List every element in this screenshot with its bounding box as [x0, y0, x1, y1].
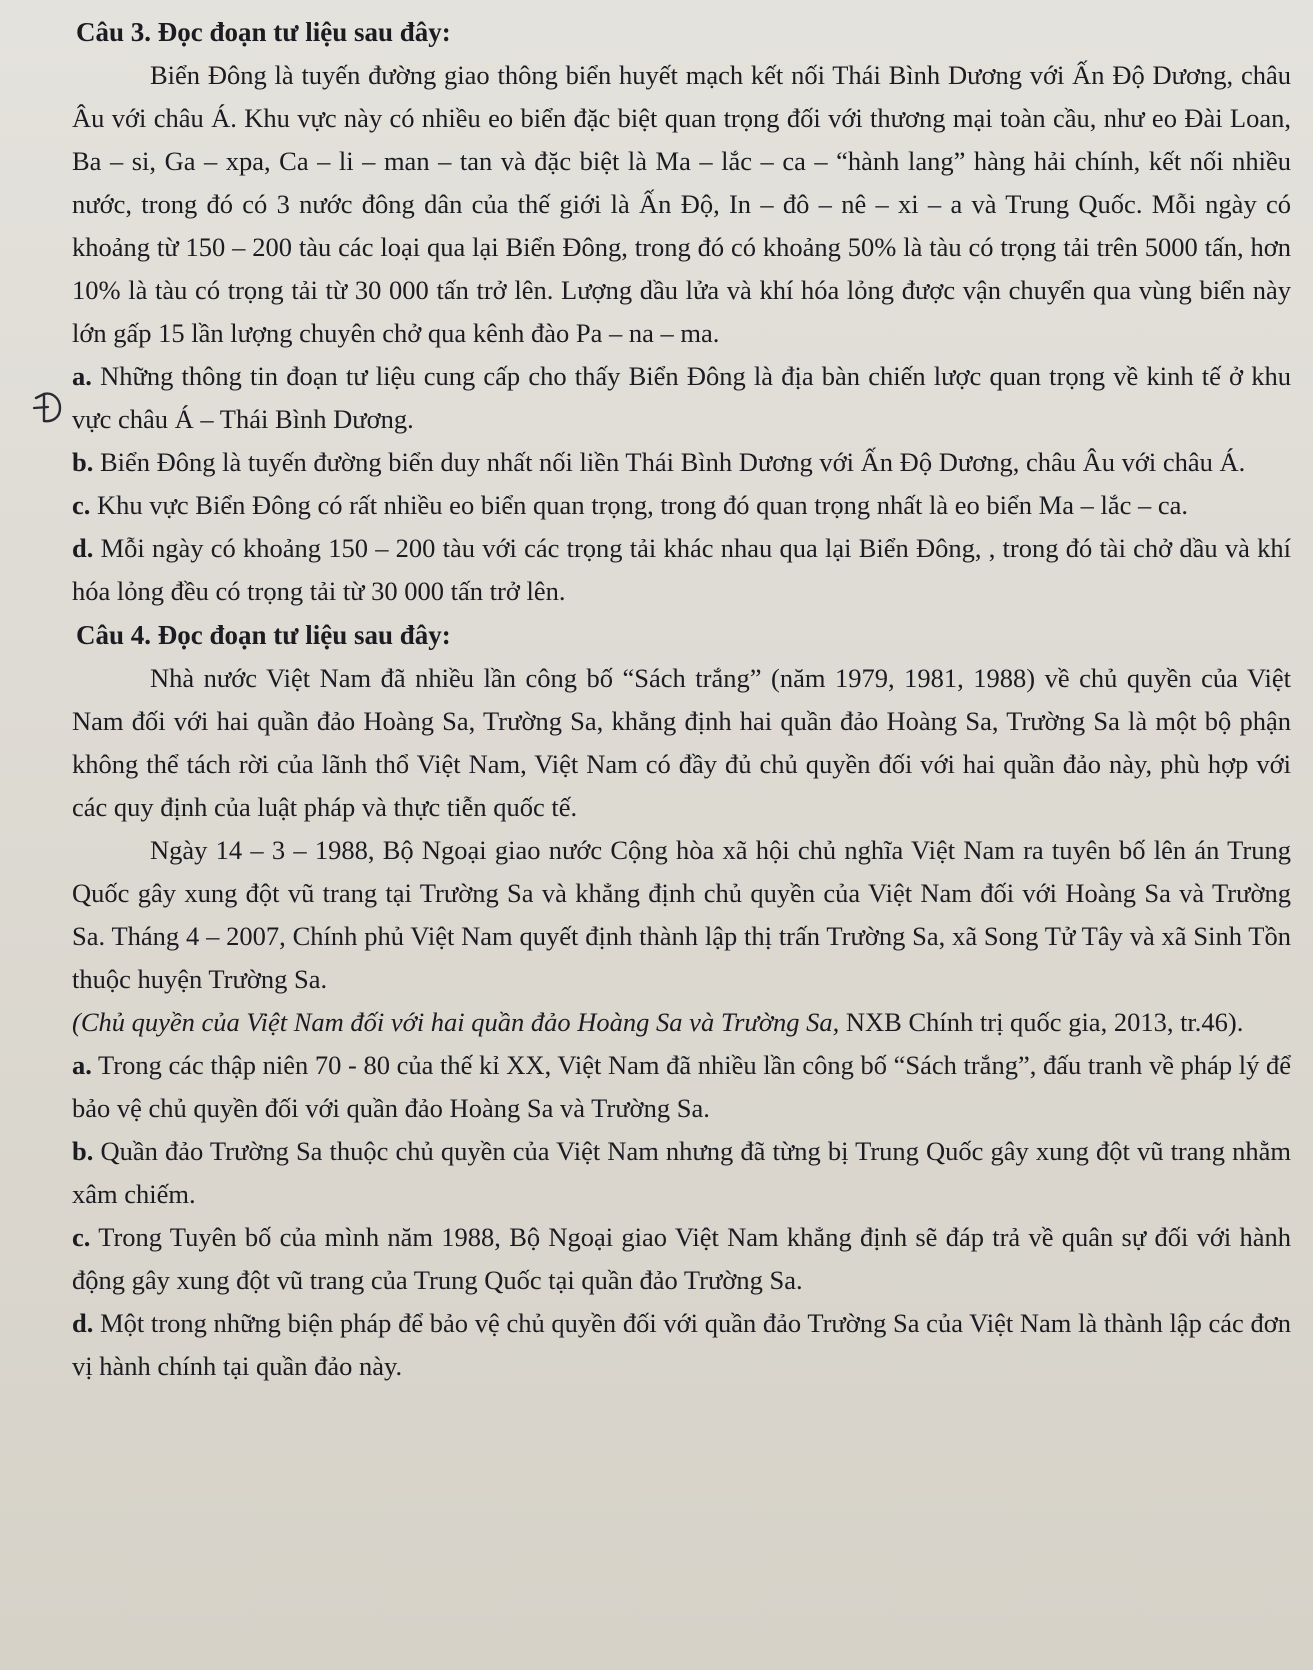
handwritten-mark-icon [30, 388, 70, 428]
question-4-title: Câu 4. Đọc đoạn tư liệu sau đây: [76, 620, 451, 650]
citation-source: NXB Chính trị quốc gia, 2013, tr.46). [839, 1007, 1244, 1037]
option-text: Quần đảo Trường Sa thuộc chủ quyền của Việt Nam nhưng đã từng bị Trung Quốc gây xung đột vũ trang nhằm xâm chiếm. [72, 1136, 1291, 1209]
option-letter: a. [72, 1050, 92, 1080]
question-3-option-c [72, 484, 1291, 527]
question-4-passage-1: Nhà nước Việt Nam đã nhiều lần công bố “Sách trắng” (năm 1979, 1981, 1988) về chủ quyền của Việt Nam đối với hai quần đảo Hoàng Sa, Trường Sa, khẳng định hai quần đảo Hoàng Sa, Trường Sa là một bộ phận không thể tách rời của lãnh thổ Việt Nam, Việt Nam có đầy đủ chủ quyền đối với hai quần đảo này, phù hợp với các quy định của luật pháp và thực tiễn quốc tế. [72, 663, 1291, 822]
question-3-option-d [72, 527, 1291, 613]
citation-title: (Chủ quyền của Việt Nam đối với hai quần đảo Hoàng Sa và Trường Sa, [72, 1007, 840, 1037]
option-letter: a. [72, 361, 92, 391]
question-4-passage-2: Ngày 14 – 3 – 1988, Bộ Ngoại giao nước Cộng hòa xã hội chủ nghĩa Việt Nam ra tuyên bố lên án Trung Quốc gây xung đột vũ trang tại Trường Sa và khẳng định chủ quyền của Việt Nam đối với Hoàng Sa và Trường Sa. Tháng 4 – 2007, Chính phủ Việt Nam quyết định thành lập thị trấn Trường Sa, xã Song Tử Tây và xã Sinh Tồn thuộc huyện Trường Sa. [72, 835, 1291, 994]
question-3-option-a [72, 355, 1291, 441]
option-text: Một trong những biện pháp để bảo vệ chủ quyền đối với quần đảo Trường Sa của Việt Nam là thành lập các đơn vị hành chính tại quần đảo này. [72, 1308, 1291, 1381]
option-letter: c. [72, 490, 91, 520]
question-4-option-c [72, 1216, 1291, 1302]
option-text: Mỗi ngày có khoảng 150 – 200 tàu với các trọng tải khác nhau qua lại Biển Đông, , trong đó tài chở dầu và khí hóa lỏng đều có trọng tải từ 30 000 tấn trở lên. [72, 533, 1292, 606]
option-text: Biển Đông là tuyến đường biển duy nhất nối liền Thái Bình Dương với Ấn Độ Dương, châu Âu với châu Á. [100, 447, 1246, 477]
option-text: Trong các thập niên 70 - 80 của thế kỉ XX, Việt Nam đã nhiều lần công bố “Sách trắng”, đấu tranh về pháp lý để bảo vệ chủ quyền đối với quần đảo Hoàng Sa và Trường Sa. [72, 1050, 1291, 1123]
question-4-citation [72, 1001, 1291, 1044]
question-3-option-b [72, 441, 1291, 484]
question-3-title: Câu 3. Đọc đoạn tư liệu sau đây: [76, 17, 451, 47]
option-text: Những thông tin đoạn tư liệu cung cấp cho thấy Biển Đông là địa bàn chiến lược quan trọng về kinh tế ở khu vực châu Á – Thái Bình Dương. [72, 361, 1291, 434]
question-4 [72, 617, 1291, 1388]
option-letter: c. [72, 1222, 91, 1252]
option-text: Khu vực Biển Đông có rất nhiều eo biển quan trọng, trong đó quan trọng nhất là eo biển Ma – lắc – ca. [97, 490, 1189, 520]
question-4-option-d [72, 1302, 1291, 1388]
question-4-option-a [72, 1044, 1291, 1130]
option-text: Trong Tuyên bố của mình năm 1988, Bộ Ngoại giao Việt Nam khẳng định sẽ đáp trả về quân sự đối với hành động gây xung đột vũ trang của Trung Quốc tại quần đảo Trường Sa. [72, 1222, 1291, 1295]
question-3 [72, 14, 1291, 613]
option-letter: b. [72, 1136, 94, 1166]
question-4-option-b [72, 1130, 1291, 1216]
option-letter: d. [72, 1308, 94, 1338]
option-letter: d. [72, 533, 94, 563]
question-3-passage: Biển Đông là tuyến đường giao thông biển huyết mạch kết nối Thái Bình Dương với Ấn Độ Dương, châu Âu với châu Á. Khu vực này có nhiều eo biển đặc biệt quan trọng đối với thương mại toàn cầu, như eo Đài Loan, Ba – si, Ga – xpa, Ca – li – man – tan và đặc biệt là Ma – lắc – ca – “hành lang” hàng hải chính, kết nối nhiều nước, trong đó có 3 nước đông dân của thế giới là Ấn Độ, In – đô – nê – xi – a và Trung Quốc. Mỗi ngày có khoảng từ 150 – 200 tàu các loại qua lại Biển Đông, trong đó có khoảng 50% là tàu có trọng tải trên 5000 tấn, hơn 10% là tàu có trọng tải từ 30 000 tấn trở lên. Lượng dầu lửa và khí hóa lỏng được vận chuyển qua vùng biển này lớn gấp 15 lần lượng chuyên chở qua kênh đào Pa – na – ma. [72, 60, 1291, 348]
option-letter: b. [72, 447, 94, 477]
